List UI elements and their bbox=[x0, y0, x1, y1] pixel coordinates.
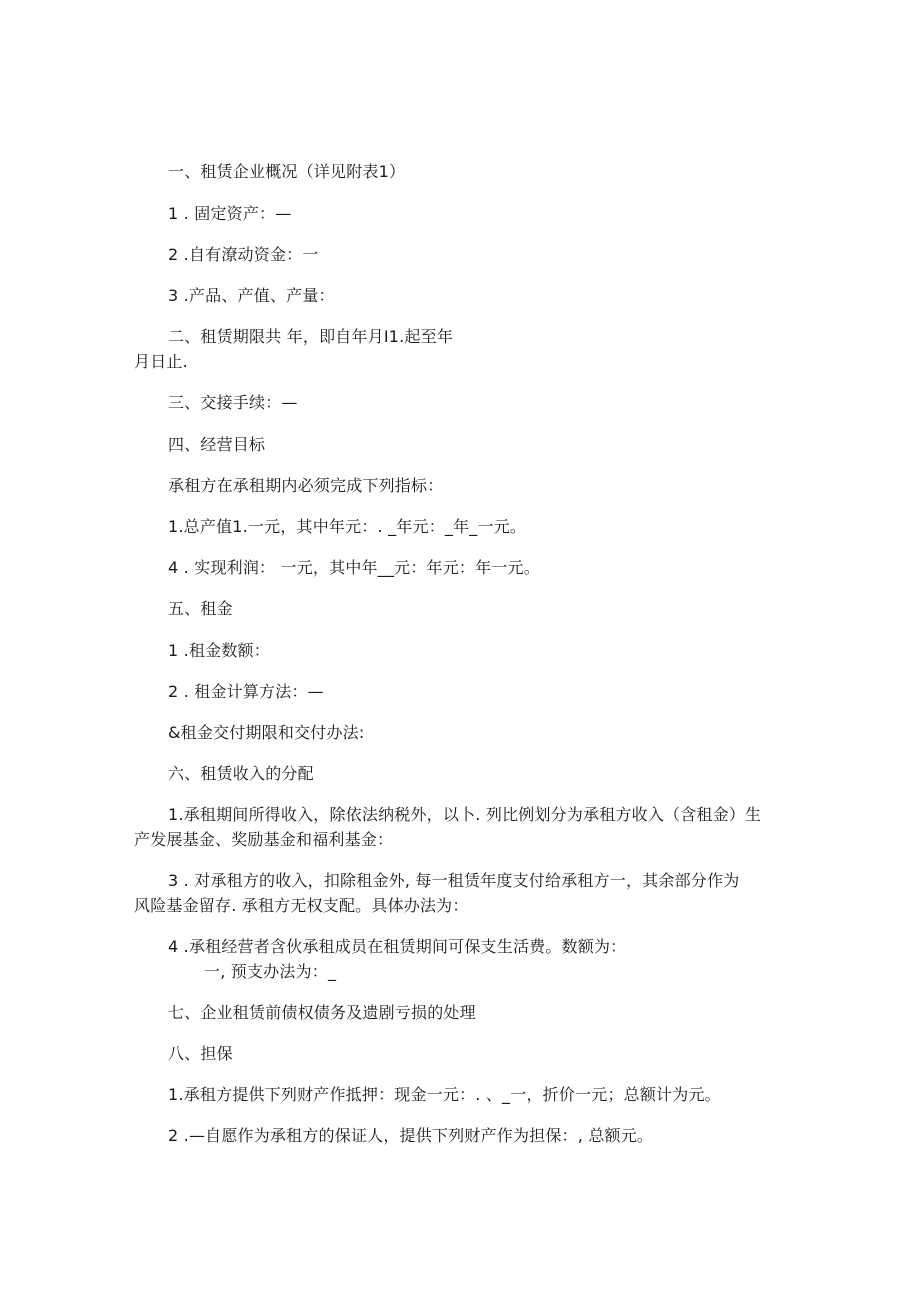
section-6-heading: 六、租赁收入的分配 bbox=[168, 764, 314, 783]
item-living-expenses: 4 .承租经营者含伙承租成员在租赁期间可保支生活费。数额为： bbox=[168, 937, 627, 956]
section-1-heading: 一、租赁企业概况（详见附表1） bbox=[168, 162, 406, 181]
item-products: 3 .产品、产值、产量： bbox=[168, 286, 335, 305]
section-7-heading: 七、企业租赁前债权债务及遗剧亏损的处理 bbox=[168, 1003, 476, 1022]
item-guarantor: 2 .—自愿作为承租方的保证人，提供下列财产作为担保：, 总额元。 bbox=[168, 1126, 654, 1145]
item-rent-calculation: 2 . 租金计算方法：— bbox=[168, 682, 324, 701]
item-rent-amount: 1 .租金数额： bbox=[168, 641, 270, 660]
section-2-heading: 二、租赁期限共 年，即自年月I1.起至年 bbox=[168, 327, 454, 346]
item-total-output: 1.总产值1.一元，其中年元：. _年元：_年_一元。 bbox=[168, 517, 527, 536]
section-4-intro: 承租方在承租期内必须完成下列指标： bbox=[168, 476, 444, 495]
item-income-division: 1.承租期间所得收入，除依法纳税外，以卜. 列比例划分为承租方收入（含租金）生 bbox=[168, 805, 762, 824]
section-2-continuation: 月日止. bbox=[134, 352, 188, 371]
section-3-heading: 三、交接手续：— bbox=[168, 393, 298, 412]
item-income-division-continuation: 产发展基金、奖励基金和福利基金： bbox=[134, 830, 394, 849]
section-5-heading: 五、租金 bbox=[168, 599, 233, 618]
section-4-heading: 四、经营目标 bbox=[168, 435, 266, 454]
item-living-expenses-continuation: 一, 预支办法为：_ bbox=[204, 962, 337, 981]
item-lessee-income-continuation: 风险基金留存. 承租方无权支配。具体办法为： bbox=[134, 896, 469, 915]
item-collateral: 1.承租方提供下列财产作抵押：现金一元：. 、_一，折价一元；总额计为元。 bbox=[168, 1085, 721, 1104]
item-rent-payment: &租金交付期限和交付办法: bbox=[168, 723, 365, 742]
item-working-capital: 2 .自有潦动资金：一 bbox=[168, 245, 319, 264]
item-fixed-assets: 1 . 固定资产：— bbox=[168, 204, 292, 223]
section-8-heading: 八、担保 bbox=[168, 1044, 233, 1063]
item-profit: 4 . 实现利润： 一元，其中年__元：年元：年一元。 bbox=[168, 558, 540, 577]
item-lessee-income: 3 . 对承租方的收入，扣除租金外, 每一租赁年度支付给承租方一，其余部分作为 bbox=[168, 871, 740, 890]
